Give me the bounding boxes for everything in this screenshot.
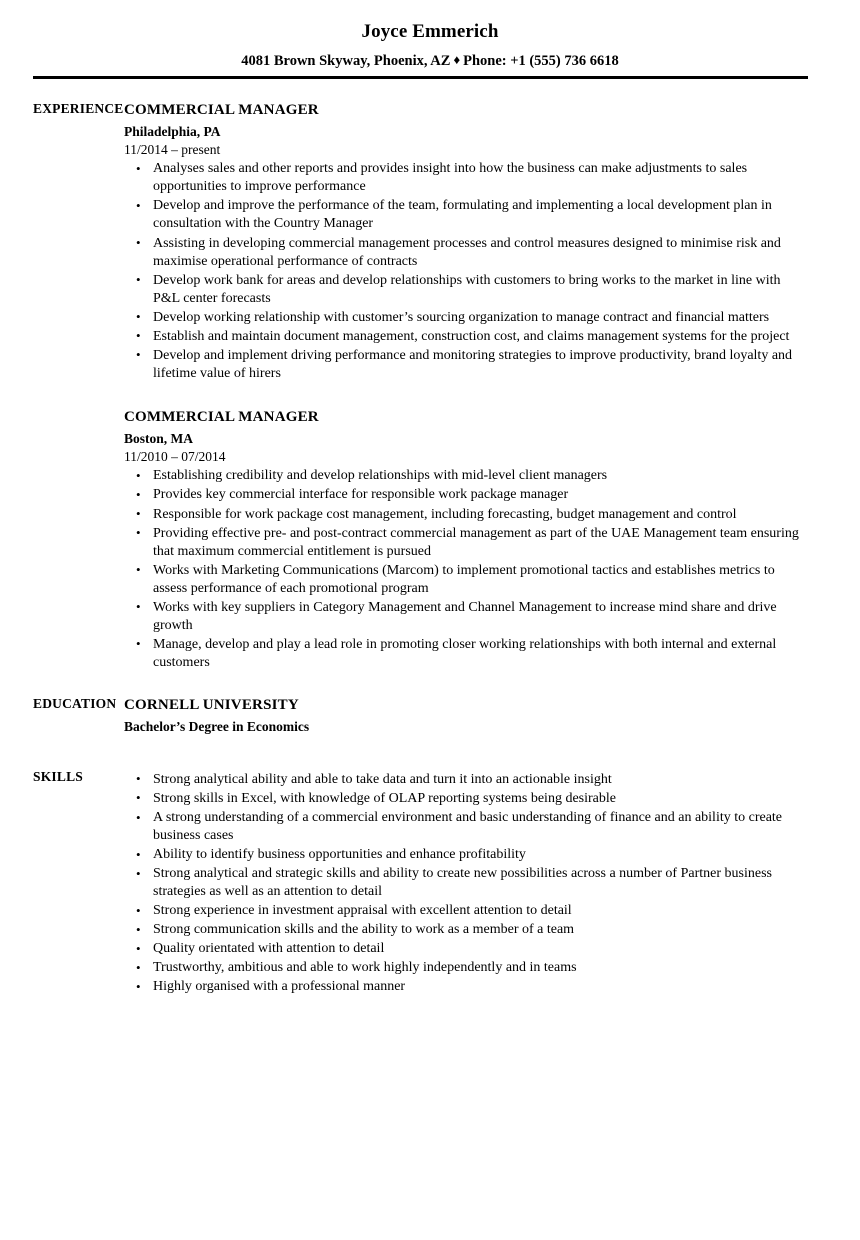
- header-divider: [33, 76, 808, 79]
- skills-bullet-list: [124, 771, 810, 997]
- job-title: COMMERCIAL MANAGER: [124, 408, 319, 425]
- resume-header: [0, 0, 860, 79]
- bullet-item: • Establish and maintain document management, construction cost, and claims management systems for the project: [124, 328, 810, 346]
- bullet-item: • Highly organised with a professional manner: [124, 978, 810, 996]
- job-bullet-list: [124, 160, 810, 383]
- bullet-item: • Assisting in developing commercial management processes and control measures designed to minimise risk and maximise operational performance of contracts: [124, 235, 810, 271]
- experience-section: [0, 101, 860, 672]
- skills-body: [124, 769, 860, 997]
- job-dates: 11/2010 – 07/2014: [124, 448, 226, 464]
- bullet-item: • Analyses sales and other reports and provides insight into how the business can make adjustments to sales opportunities to improve performance: [124, 160, 810, 196]
- bullet-item: • Works with key suppliers in Category Management and Channel Management to increase mind share and drive growth: [124, 599, 810, 635]
- bullet-item: • Strong communication skills and the ability to work as a member of a team: [124, 921, 810, 939]
- job-bullet-list: [124, 467, 810, 672]
- candidate-name: Joyce Emmerich: [361, 21, 499, 42]
- education-school: CORNELL UNIVERSITY: [124, 696, 299, 713]
- bullet-item: • Provides key commercial interface for responsible work package manager: [124, 486, 810, 504]
- section-label-skills: SKILLS: [33, 768, 83, 784]
- section-label-education: EDUCATION: [33, 695, 117, 711]
- bullet-item: • Develop work bank for areas and develop relationships with customers to bring works to the market in line with P&L center forecasts: [124, 272, 810, 308]
- bullet-item: • Works with Marketing Communications (Marcom) to implement promotional tactics and establishes metrics to assess performance of each promotional program: [124, 562, 810, 598]
- education-body: [124, 696, 860, 736]
- bullet-item: • Strong skills in Excel, with knowledge of OLAP reporting systems being desirable: [124, 790, 810, 808]
- bullet-item: • Responsible for work package cost management, including forecasting, budget management and control: [124, 506, 810, 524]
- education-degree: Bachelor’s Degree in Economics: [124, 718, 310, 734]
- bullet-item: • Quality orientated with attention to detail: [124, 940, 810, 958]
- experience-body: [124, 101, 860, 672]
- bullet-item: • Strong experience in investment appraisal with excellent attention to detail: [124, 902, 810, 920]
- bullet-item: • A strong understanding of a commercial environment and basic understanding of finance and an ability to create business cases: [124, 809, 810, 845]
- bullet-item: • Develop and implement driving performance and monitoring strategies to improve productivity, brand loyalty and lifetime value of hirers: [124, 347, 810, 383]
- experience-job: [124, 101, 810, 383]
- contact-line: [0, 54, 860, 70]
- job-title: COMMERCIAL MANAGER: [124, 101, 319, 118]
- diamond-separator-icon: ♦: [453, 52, 461, 68]
- bullet-item: • Strong analytical and strategic skills and ability to create new possibilities across a number of Partner business strategies as well as an attention to detail: [124, 865, 810, 901]
- bullet-item: • Providing effective pre- and post-contract commercial management as part of the UAE Management team ensuring that maximum commercial entitlement is pursued: [124, 525, 810, 561]
- job-location: Philadelphia, PA: [124, 123, 221, 139]
- skills-section: [0, 769, 860, 997]
- section-label-experience: EXPERIENCE: [33, 100, 124, 116]
- bullet-item: • Strong analytical ability and able to take data and turn it into an actionable insight: [124, 771, 810, 789]
- bullet-item: • Manage, develop and play a lead role in promoting closer working relationships with both internal and external customers: [124, 636, 810, 672]
- contact-phone: Phone: +1 (555) 736 6618: [463, 52, 619, 69]
- education-section: [0, 696, 860, 736]
- experience-job: [124, 408, 810, 672]
- bullet-item: • Develop and improve the performance of the team, formulating and implementing a local development plan in consultation with the Country Manager: [124, 197, 810, 233]
- bullet-item: • Trustworthy, ambitious and able to work highly independently and in teams: [124, 959, 810, 977]
- bullet-item: • Establishing credibility and develop relationships with mid-level client managers: [124, 467, 810, 485]
- job-location: Boston, MA: [124, 430, 194, 446]
- contact-address: 4081 Brown Skyway, Phoenix, AZ: [241, 52, 451, 69]
- bullet-item: • Develop working relationship with customer’s sourcing organization to manage contract and financial matters: [124, 309, 810, 327]
- job-dates: 11/2014 – present: [124, 141, 221, 157]
- bullet-item: • Ability to identify business opportunities and enhance profitability: [124, 846, 810, 864]
